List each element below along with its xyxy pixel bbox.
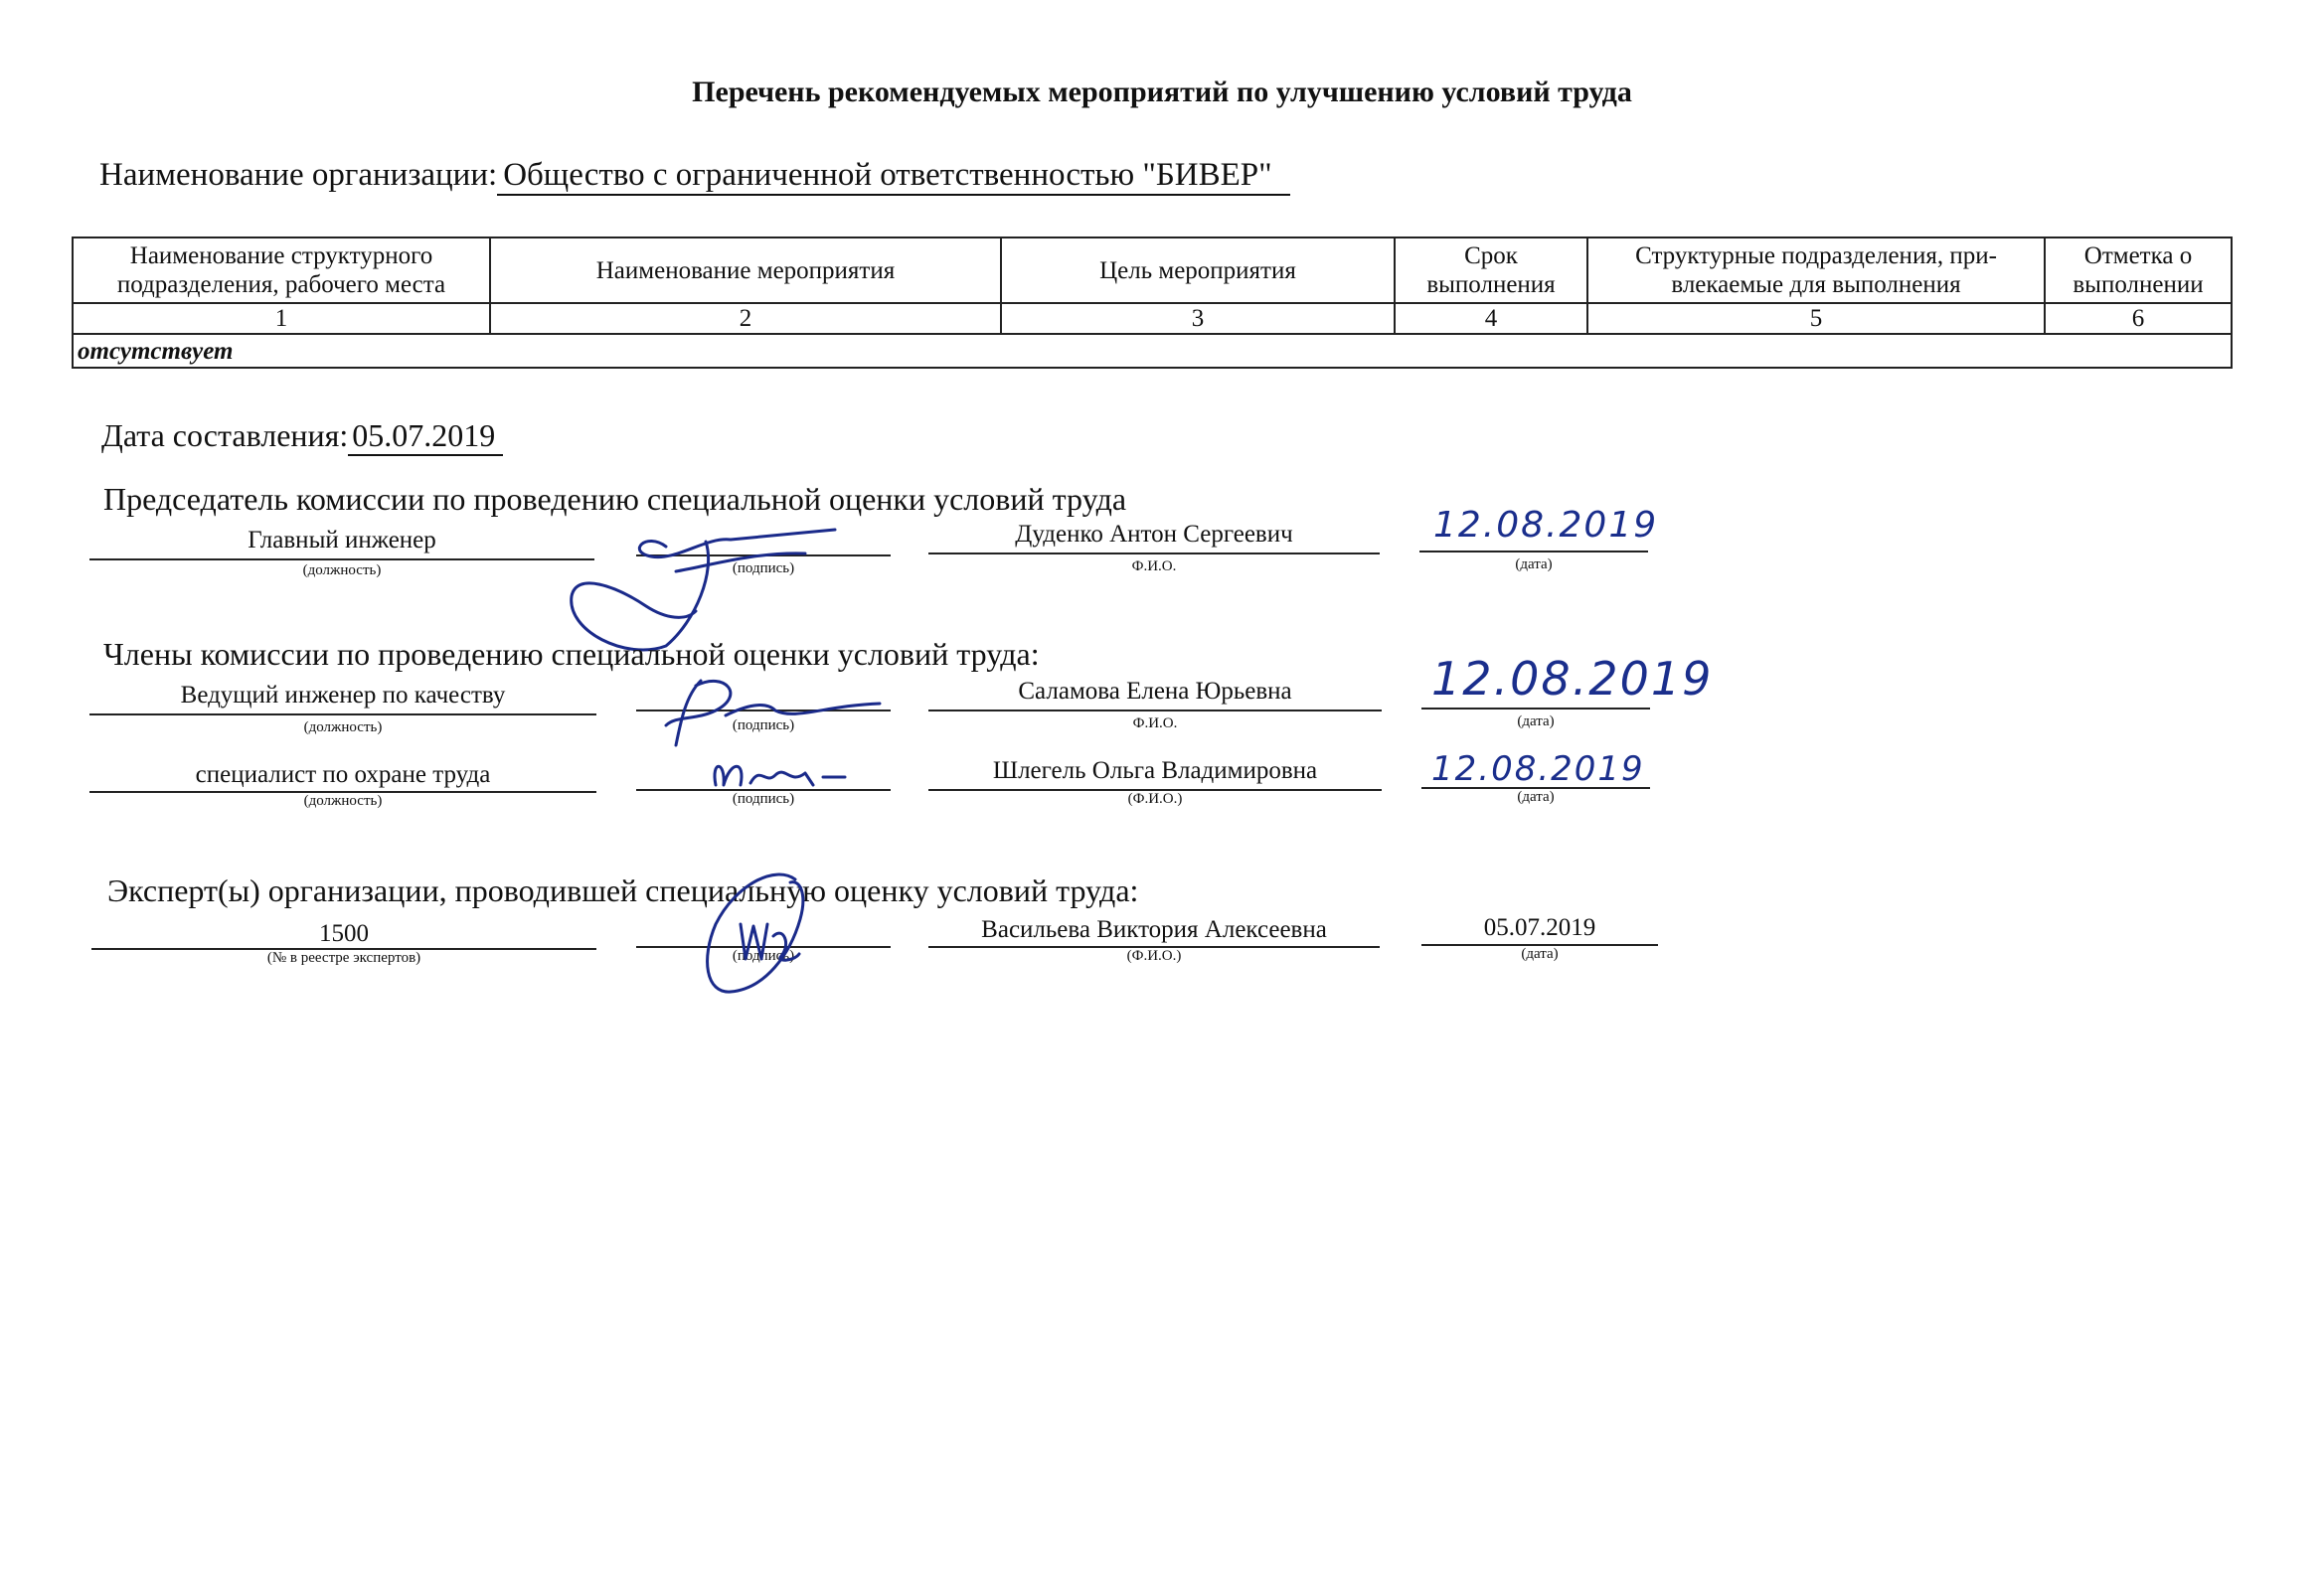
compiled-date-value: 05.07.2019 xyxy=(348,417,503,456)
member-date-handwritten: 12.08.2019 xyxy=(1431,652,1714,706)
column-number: 2 xyxy=(490,303,1001,334)
caption-position: (должность) xyxy=(303,793,383,809)
member-position: специалист по охране труда xyxy=(195,761,491,788)
caption-signature: (подпись) xyxy=(732,717,795,733)
expert-registry-number: 1500 xyxy=(319,920,369,947)
header-cell: Цель мероприятия xyxy=(1001,237,1395,303)
organization-name: Общество с ограниченной ответственностью "БИВЕР" xyxy=(497,157,1289,196)
document-title: Перечень рекомендуемых мероприятий по улучшению условий труда xyxy=(692,76,1632,108)
organization-line xyxy=(99,157,1290,196)
header-cell: Наименование структурного подразделения, рабочего места xyxy=(73,237,490,303)
chairman-position: Главный инженер xyxy=(248,527,436,553)
caption-name: Ф.И.О. xyxy=(1131,558,1177,574)
member-name: Саламова Елена Юрьевна xyxy=(1018,678,1292,705)
member-name-line xyxy=(928,710,1382,711)
chairman-name-line xyxy=(928,553,1380,554)
measures-table xyxy=(72,237,2233,369)
chairman-date-handwritten: 12.08.2019 xyxy=(1433,505,1659,546)
column-number: 1 xyxy=(73,303,490,334)
table-row xyxy=(73,334,2232,368)
member-signature xyxy=(706,755,855,805)
member-date-line xyxy=(1421,708,1650,710)
organization-label: Наименование организации: xyxy=(99,157,498,193)
chairman-section-title: Председатель комиссии по проведению специальной оценки условий труда xyxy=(103,481,1127,517)
member-signature xyxy=(656,666,895,755)
caption-position: (должность) xyxy=(302,562,382,578)
members-section-title: Члены комиссии по проведению специальной оценки условий труда: xyxy=(103,636,1040,672)
expert-date: 05.07.2019 xyxy=(1483,914,1596,941)
member-name: Шлегель Ольга Владимировна xyxy=(992,757,1318,784)
caption-date: (дата) xyxy=(1515,556,1553,572)
table-header-row xyxy=(73,237,2232,303)
table-number-row xyxy=(73,303,2232,334)
member-date-handwritten: 12.08.2019 xyxy=(1431,749,1645,789)
chairman-name: Дуденко Антон Сергеевич xyxy=(1015,521,1293,548)
expert-name: Васильева Виктория Алексеевна xyxy=(981,916,1327,943)
caption-signature: (подпись) xyxy=(732,791,795,807)
header-cell: Структурные подразделения, при-влекаемые для выполнения xyxy=(1587,237,2045,303)
caption-name: (Ф.И.О.) xyxy=(1127,791,1183,807)
caption-position: (должность) xyxy=(303,719,383,735)
chairman-date-line xyxy=(1419,551,1648,553)
caption-name: (Ф.И.О.) xyxy=(1126,948,1182,964)
caption-name: Ф.И.О. xyxy=(1132,715,1178,731)
member-position: Ведущий инженер по качеству xyxy=(180,682,506,709)
compiled-date-label: Дата составления: xyxy=(101,417,349,453)
caption-signature: (подпись) xyxy=(732,948,795,964)
caption-signature: (подпись) xyxy=(732,560,795,576)
column-number: 4 xyxy=(1395,303,1587,334)
member-position-line xyxy=(89,713,596,715)
chairman-position-line xyxy=(89,558,594,560)
expert-signature xyxy=(696,865,825,1004)
column-number: 3 xyxy=(1001,303,1395,334)
empty-note: отсутствует xyxy=(73,334,2232,368)
caption-date: (дата) xyxy=(1521,946,1559,962)
caption-date: (дата) xyxy=(1517,713,1555,729)
header-cell: Отметка о выполнении xyxy=(2045,237,2232,303)
expert-section-title: Эксперт(ы) организации, проводившей специальную оценку условий труда: xyxy=(107,872,1139,908)
caption-registry: (№ в реестре экспертов) xyxy=(266,950,421,966)
header-cell: Срок выполнения xyxy=(1395,237,1587,303)
caption-date: (дата) xyxy=(1517,789,1555,805)
column-number: 5 xyxy=(1587,303,2045,334)
header-cell: Наименование мероприятия xyxy=(490,237,1001,303)
column-number: 6 xyxy=(2045,303,2232,334)
compiled-date-line xyxy=(101,417,503,456)
